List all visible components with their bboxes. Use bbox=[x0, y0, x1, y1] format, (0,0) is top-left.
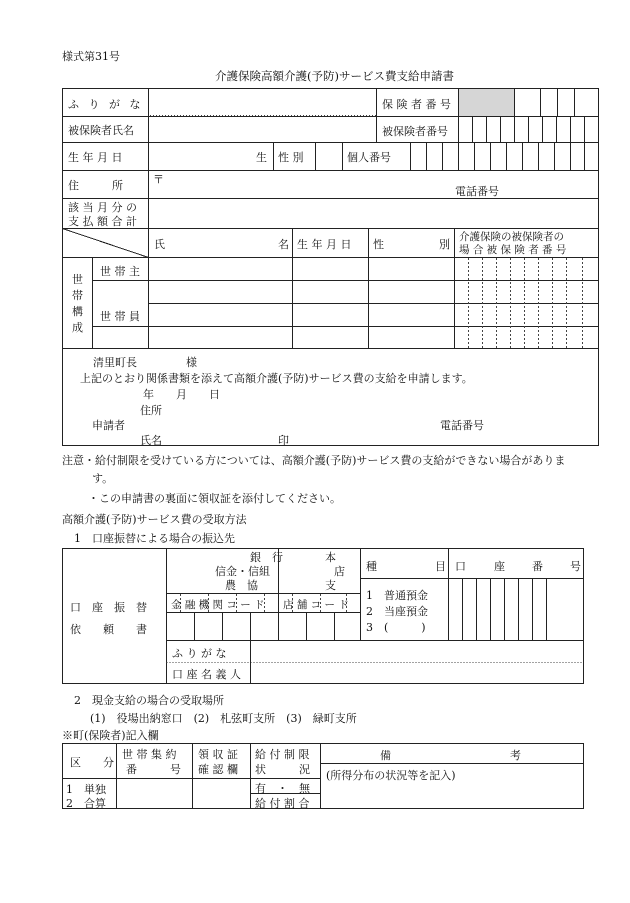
town-limit-yes-no: 有 ・ 無 bbox=[255, 782, 310, 795]
town-col-kubun: 区 分 bbox=[70, 756, 114, 769]
household-col-insured-2: 場 合 被 保 険 者 番 号 bbox=[459, 244, 567, 256]
town-col-limit-2: 状 況 bbox=[255, 763, 310, 776]
deposit-option-2: 2 当座預金 bbox=[366, 605, 428, 618]
cash-places: (1) 役場出納窓口 (2) 札弦町支所 (3) 緑町支所 bbox=[90, 712, 357, 725]
household-member-label: 世 帯 員 bbox=[100, 310, 140, 323]
address-label: 住 所 bbox=[68, 179, 123, 192]
month-total-label-2: 支 払 額 合 計 bbox=[68, 215, 137, 228]
addressee-sama: 様 bbox=[186, 356, 197, 369]
household-col-sex-1: 性 bbox=[373, 238, 384, 251]
note-1a: 注意・給付制限を受けている方については、高額介護(予防)サービス費の支給ができない場合がありま bbox=[62, 454, 566, 467]
household-group-1: 世 bbox=[72, 273, 83, 286]
insured-number-label: 被保険者番号 bbox=[382, 125, 448, 138]
household-col-name-2: 名 bbox=[278, 238, 289, 251]
bank-request-label-2: 依 頼 書 bbox=[70, 623, 147, 636]
town-col-remarks-2: 考 bbox=[510, 749, 521, 762]
note-2: ・この申請書の裏面に領収証を添付してください。 bbox=[88, 492, 341, 505]
bank-type-shinkin: 信金・信組 bbox=[215, 565, 270, 578]
sex-label: 性 別 bbox=[278, 151, 304, 164]
branch-shop: 店 bbox=[334, 565, 345, 578]
household-group-3: 構 bbox=[72, 305, 83, 318]
household-group-2: 帯 bbox=[72, 289, 83, 302]
account-label-1: 口 bbox=[455, 560, 466, 573]
account-label-2: 座 bbox=[494, 560, 505, 573]
insurer-number-shaded-cell bbox=[459, 89, 514, 116]
applicant-label: 申請者 bbox=[92, 419, 125, 432]
town-col-limit-1: 給 付 制 限 bbox=[255, 748, 310, 761]
town-kubun-1: 1 単独 bbox=[66, 783, 106, 796]
holder-furigana-label: ふ り が な bbox=[172, 647, 227, 660]
household-group-4: 成 bbox=[72, 321, 83, 334]
insurer-number-label: 保 険 者 番 号 bbox=[382, 98, 451, 111]
household-col-name-1: 氏 bbox=[154, 238, 165, 251]
household-col-insured-1: 介護保険の被保険者の bbox=[459, 231, 564, 243]
form-title: 介護保険高額介護(予防)サービス費支給申請書 bbox=[215, 69, 454, 83]
town-limit-rate: 給 付 割 合 bbox=[255, 797, 310, 810]
cash-title: 2 現金支給の場合の受取場所 bbox=[74, 694, 224, 707]
date-month: 月 bbox=[176, 388, 187, 401]
deposit-option-1: 1 普通預金 bbox=[366, 589, 428, 602]
household-head-label: 世 帯 主 bbox=[100, 265, 140, 278]
bank-request-label-1: 口 座 振 替 bbox=[70, 601, 147, 614]
addressee: 清里町長 bbox=[93, 356, 137, 369]
transfer-title: 1 口座振替による場合の振込先 bbox=[74, 532, 235, 545]
branch-sub: 支 bbox=[325, 579, 336, 592]
holder-name-label: 口 座 名 義 人 bbox=[172, 668, 241, 681]
town-col-receipt-1: 領 収 証 bbox=[198, 748, 238, 761]
postal-mark: 〒 bbox=[153, 173, 164, 186]
applicant-name-label: 氏名 bbox=[140, 434, 162, 447]
account-label-3: 番 bbox=[532, 560, 543, 573]
branch-main: 本 bbox=[325, 551, 336, 564]
applicant-phone-label: 電話番号 bbox=[440, 419, 484, 432]
seal-mark: 印 bbox=[278, 434, 289, 447]
birth-label: 生 年 月 日 bbox=[68, 151, 123, 164]
personal-number-label: 個人番号 bbox=[347, 151, 391, 164]
insured-name-label: 被保険者氏名 bbox=[68, 124, 134, 137]
fi-code-label: 金 融 機 関 コ ー ド bbox=[171, 599, 265, 611]
town-col-remarks-1: 備 bbox=[380, 749, 391, 762]
town-section-title: ※町(保険者)記入欄 bbox=[62, 729, 159, 742]
month-total-label-1: 該 当 月 分 の bbox=[68, 201, 137, 214]
birth-suffix: 生 bbox=[256, 151, 267, 164]
town-kubun-2: 2 合算 bbox=[66, 797, 106, 810]
kind-label-2: 目 bbox=[435, 560, 446, 573]
town-col-code-1: 世 帯 集 約 bbox=[122, 748, 177, 761]
method-title: 高額介護(予防)サービス費の受取方法 bbox=[62, 513, 247, 526]
branch-code-label: 店 舗 コ ー ド bbox=[283, 599, 349, 611]
town-col-receipt-2: 確 認 欄 bbox=[198, 763, 238, 776]
kind-label-1: 種 bbox=[366, 560, 377, 573]
town-col-code-2: 番 号 bbox=[126, 763, 181, 776]
account-label-4: 号 bbox=[570, 560, 581, 573]
applicant-address-label: 住所 bbox=[140, 404, 162, 417]
deposit-option-3: 3 ( ) bbox=[366, 621, 426, 634]
phone-label: 電話番号 bbox=[455, 185, 499, 198]
form-number: 様式第31号 bbox=[62, 50, 120, 63]
bank-type-bank: 銀 行 bbox=[250, 551, 283, 564]
date-day: 日 bbox=[209, 388, 220, 401]
application-body: 上記のとおり関係書類を添えて高額介護(予防)サービス費の支給を申請します。 bbox=[80, 372, 473, 385]
note-1b: す。 bbox=[92, 472, 114, 485]
date-year: 年 bbox=[143, 388, 154, 401]
furigana-label: ふ り が な bbox=[68, 98, 144, 111]
household-col-birth: 生 年 月 日 bbox=[297, 238, 352, 251]
bank-type-nokyo: 農 協 bbox=[225, 579, 258, 592]
town-remarks-note: (所得分布の状況等を記入) bbox=[326, 769, 456, 782]
household-col-sex-2: 別 bbox=[439, 238, 450, 251]
